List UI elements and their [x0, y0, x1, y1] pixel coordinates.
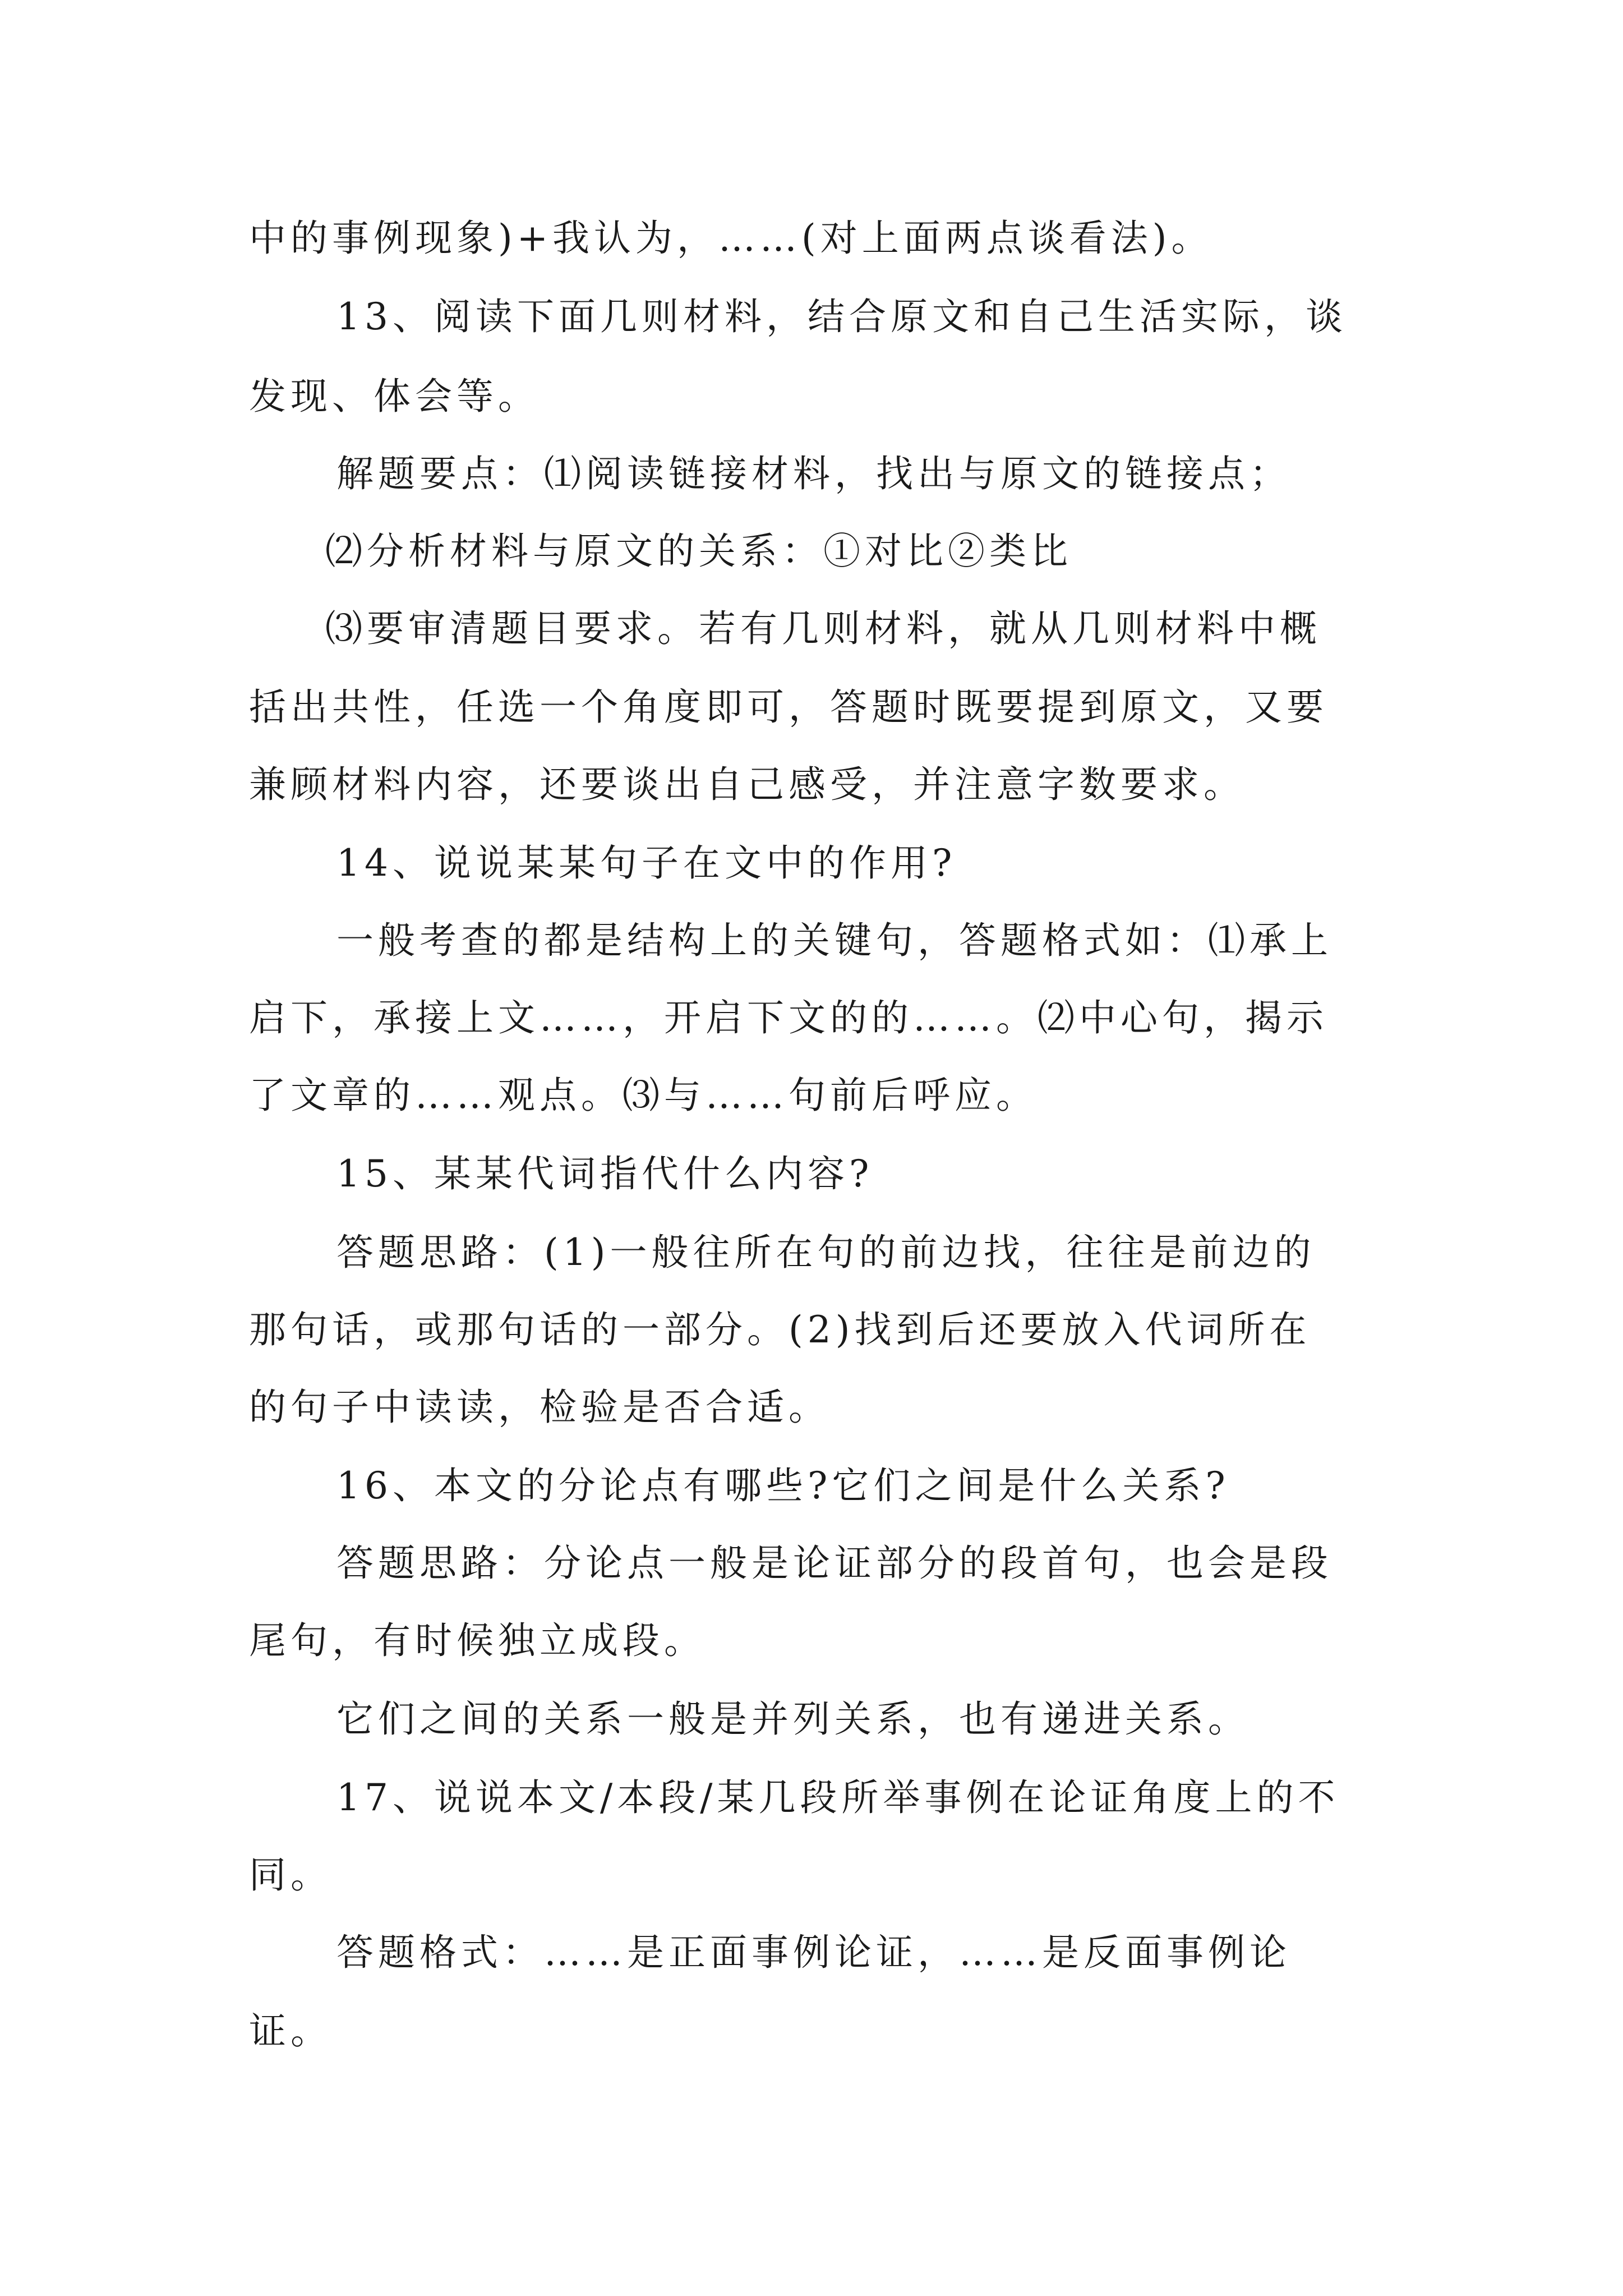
text-line: 启下，承接上文……，开启下文的的……。⑵中心句，揭示: [249, 996, 1328, 1039]
text-line: ⑶要审清题目要求。若有几则材料，就从几则材料中概: [325, 607, 1321, 650]
text-line: 答题格式：……是正面事例论证，……是反面事例论: [336, 1931, 1291, 1974]
text-line: 括出共性，任选一个角度即可，答题时既要提到原文，又要: [249, 685, 1328, 729]
text-line: 尾句，有时候独立成段。: [249, 1619, 706, 1662]
text-line: 13、阅读下面几则材料，结合原文和自己生活实际，谈: [336, 295, 1347, 338]
text-line: 发现、体会等。: [249, 375, 540, 418]
text-line: 一般考查的都是结构上的关键句，答题格式如：⑴承上: [336, 919, 1332, 962]
text-line: 了文章的……观点。⑶与……句前后呼应。: [249, 1074, 1038, 1117]
text-line: 它们之间的关系一般是并列关系，也有递进关系。: [336, 1697, 1249, 1741]
text-line: 的句子中读读，检验是否合适。: [249, 1386, 830, 1429]
text-line: 15、某某代词指代什么内容?: [336, 1152, 874, 1195]
text-line: 中的事例现象)+我认为，……(对上面两点谈看法)。: [249, 217, 1213, 260]
text-line: 答题思路：(1)一般往所在句的前边找，往往是前边的: [336, 1231, 1316, 1274]
text-line: 解题要点：⑴阅读链接材料，找出与原文的链接点；: [336, 452, 1291, 495]
text-line: 16、本文的分论点有哪些?它们之间是什么关系?: [336, 1464, 1230, 1507]
text-line: ⑵分析材料与原文的关系：①对比②类比: [325, 530, 1072, 573]
text-line: 证。: [249, 2009, 332, 2053]
text-line: 17、说说本文/本段/某几段所举事例在论证角度上的不: [336, 1776, 1340, 1819]
text-line: 那句话，或那句话的一部分。(2)找到后还要放入代词所在: [249, 1308, 1311, 1351]
text-line: 14、说说某某句子在文中的作用?: [336, 841, 957, 885]
text-line: 同。: [249, 1853, 332, 1897]
text-line: 答题思路：分论点一般是论证部分的段首句，也会是段: [336, 1542, 1332, 1585]
text-line: 兼顾材料内容，还要谈出自己感受，并注意字数要求。: [249, 763, 1245, 806]
